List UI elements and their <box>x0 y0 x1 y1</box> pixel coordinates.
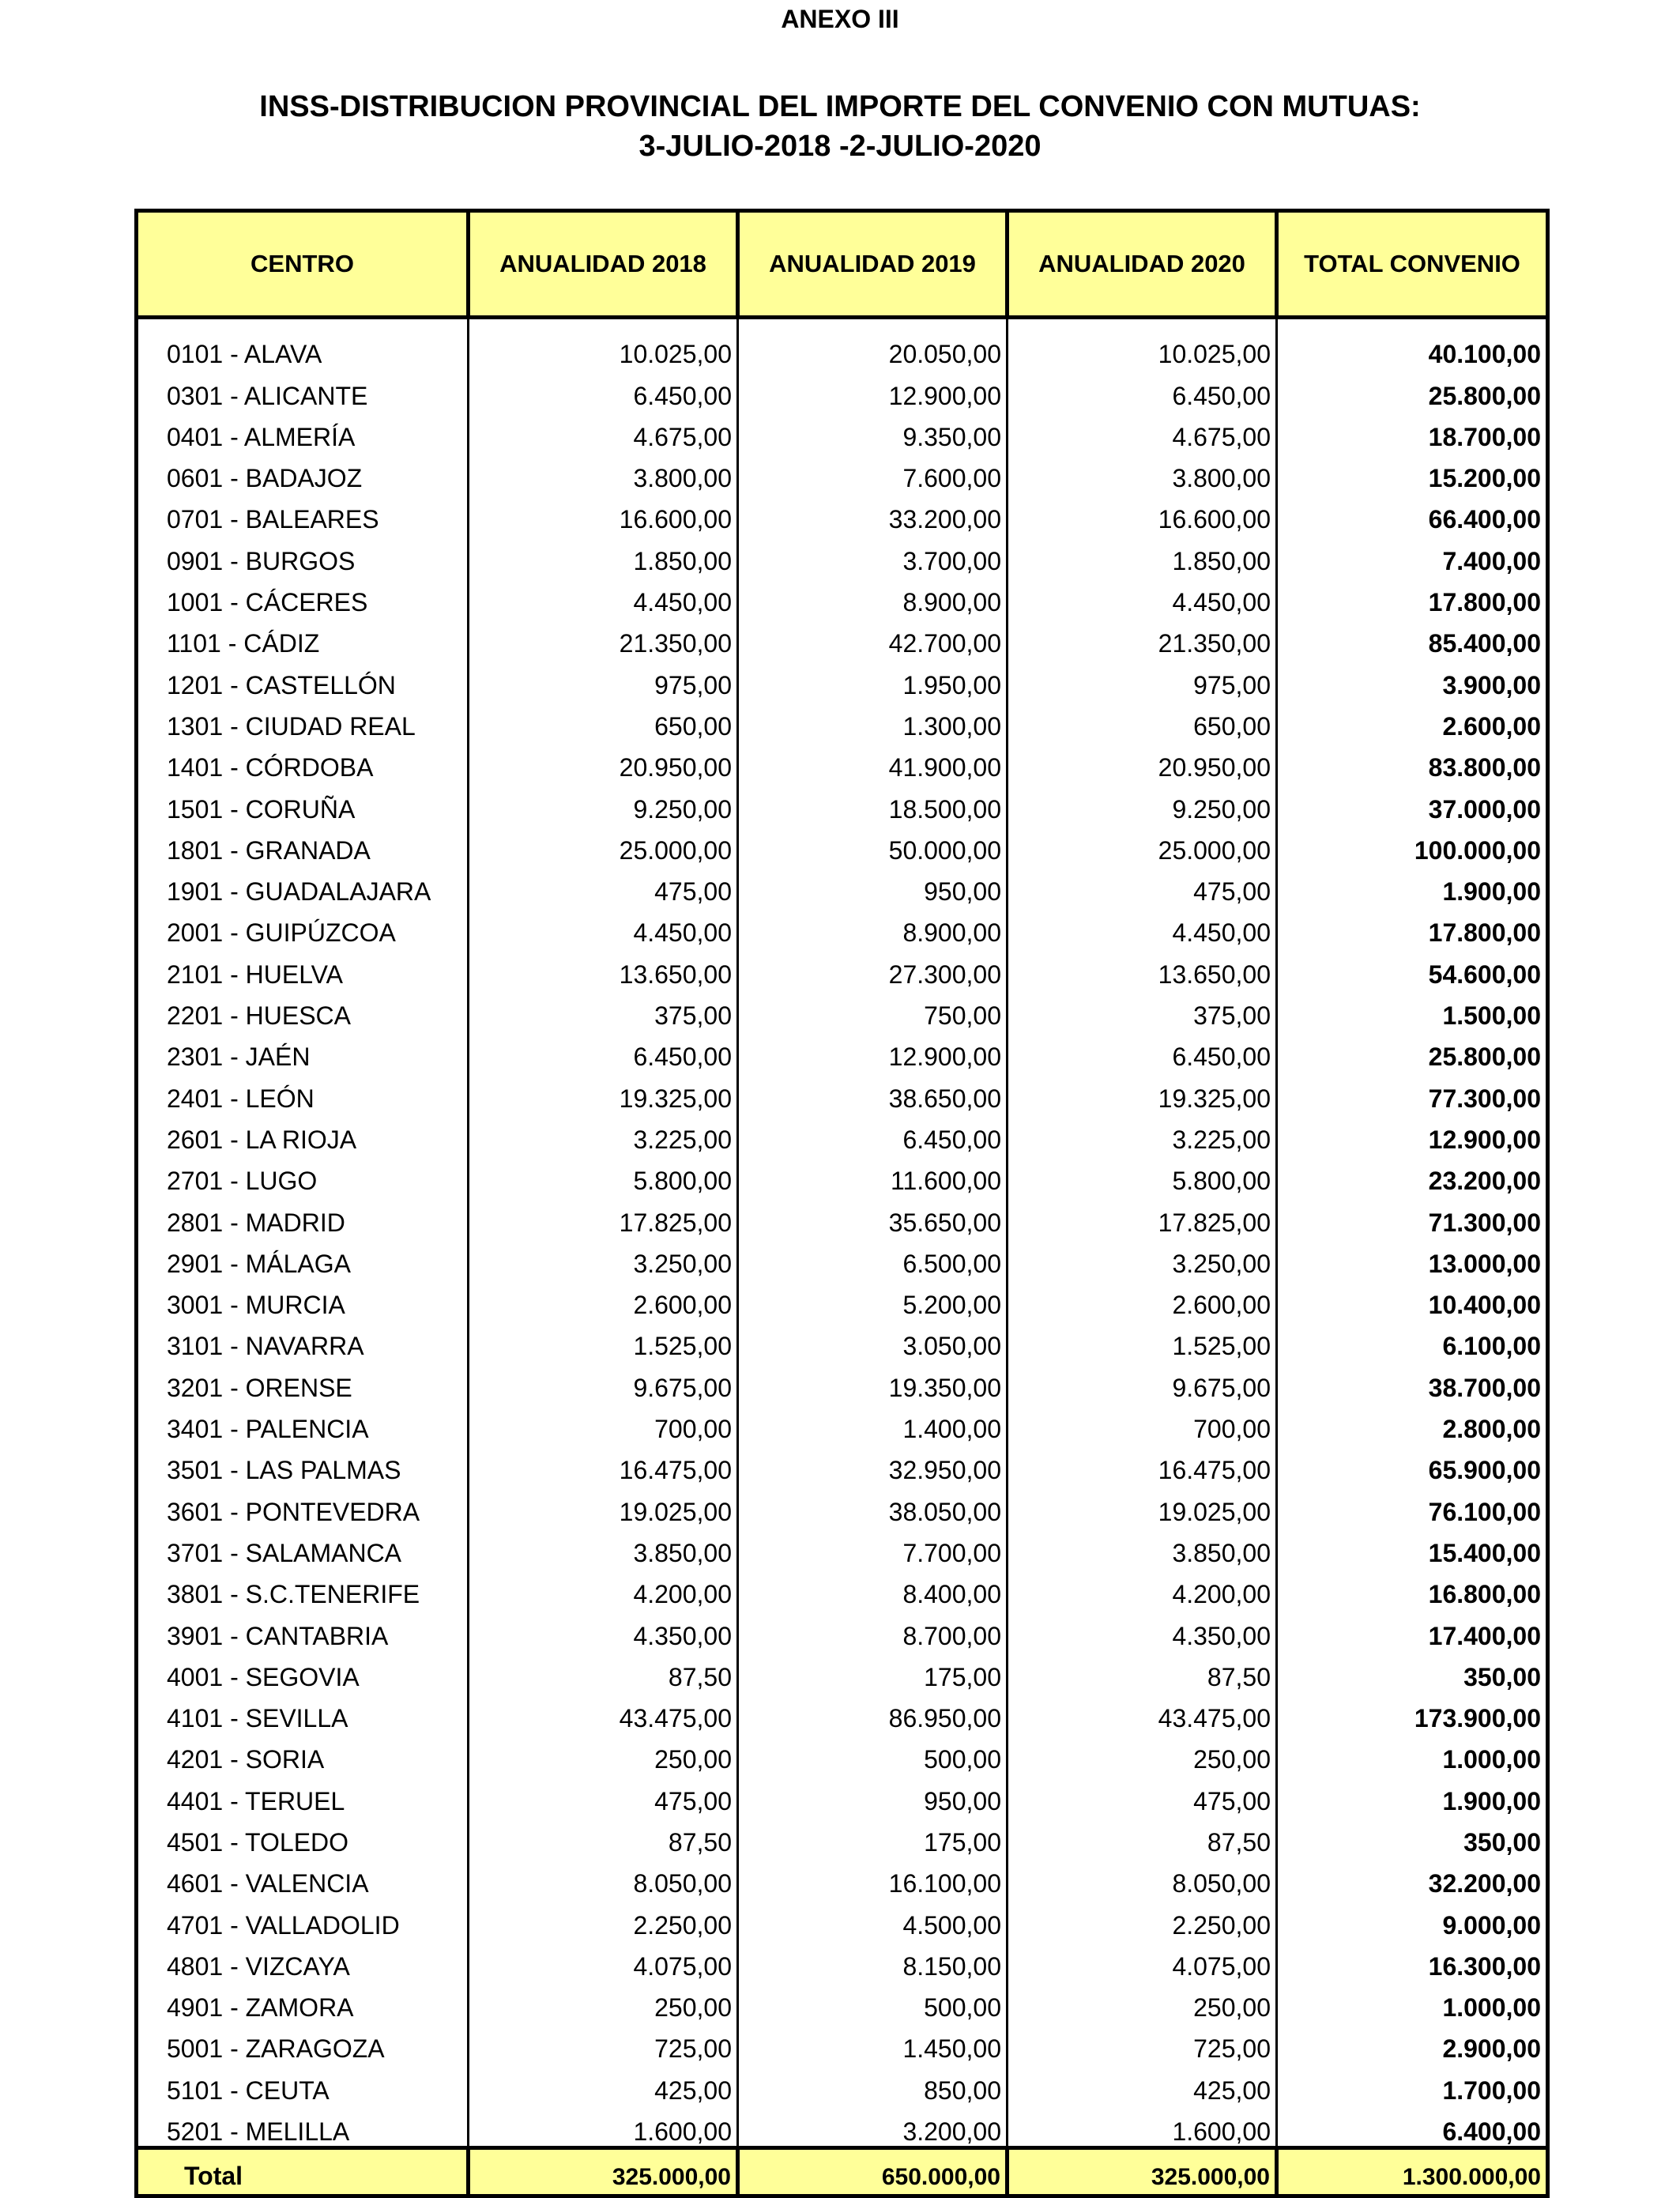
total-label: Total <box>137 2148 469 2196</box>
table-row <box>137 1526 1548 1567</box>
cell-anualidad-2020: 9.250,00 <box>1008 782 1277 823</box>
table-header-row <box>137 211 1548 318</box>
cell-anualidad-2020: 8.050,00 <box>1008 1857 1277 1898</box>
cell-centro: 3701 - SALAMANCA <box>137 1526 469 1567</box>
cell-anualidad-2018: 1.600,00 <box>469 2105 738 2148</box>
cell-anualidad-2018: 4.075,00 <box>469 1940 738 1981</box>
cell-anualidad-2020: 650,00 <box>1008 699 1277 741</box>
cell-centro: 3801 - S.C.TENERIFE <box>137 1567 469 1608</box>
cell-anualidad-2018: 650,00 <box>469 699 738 741</box>
cell-total-convenio: 173.900,00 <box>1277 1691 1548 1732</box>
cell-centro: 1901 - GUADALAJARA <box>137 865 469 906</box>
cell-centro: 0701 - BALEARES <box>137 492 469 533</box>
table-row <box>137 1484 1548 1525</box>
cell-anualidad-2018: 6.450,00 <box>469 1030 738 1071</box>
table-row <box>137 1319 1548 1360</box>
cell-total-convenio: 1.000,00 <box>1277 1732 1548 1774</box>
cell-anualidad-2019: 18.500,00 <box>738 782 1008 823</box>
document-title-line-1: INSS-DISTRIBUCION PROVINCIAL DEL IMPORTE DEL CONVENIO CON MUTUAS: <box>259 90 1421 123</box>
cell-centro: 2201 - HUESCA <box>137 989 469 1030</box>
cell-anualidad-2018: 19.325,00 <box>469 1071 738 1112</box>
table-row <box>137 699 1548 741</box>
cell-anualidad-2018: 475,00 <box>469 1774 738 1815</box>
cell-centro: 3001 - MURCIA <box>137 1278 469 1319</box>
cell-anualidad-2018: 425,00 <box>469 2063 738 2104</box>
table-body <box>137 318 1548 2148</box>
table-row <box>137 1071 1548 1112</box>
cell-total-convenio: 17.400,00 <box>1277 1608 1548 1649</box>
cell-total-convenio: 2.600,00 <box>1277 699 1548 741</box>
cell-anualidad-2018: 87,50 <box>469 1815 738 1857</box>
table-row <box>137 1030 1548 1071</box>
cell-anualidad-2019: 3.200,00 <box>738 2105 1008 2148</box>
cell-anualidad-2020: 3.800,00 <box>1008 451 1277 492</box>
cell-centro: 1301 - CIUDAD REAL <box>137 699 469 741</box>
table-row <box>137 1940 1548 1981</box>
cell-total-convenio: 25.800,00 <box>1277 368 1548 409</box>
cell-anualidad-2020: 10.025,00 <box>1008 318 1277 369</box>
cell-anualidad-2020: 4.200,00 <box>1008 1567 1277 1608</box>
cell-total-convenio: 66.400,00 <box>1277 492 1548 533</box>
annex-label: ANEXO III <box>781 5 899 33</box>
cell-anualidad-2019: 35.650,00 <box>738 1195 1008 1236</box>
cell-total-convenio: 71.300,00 <box>1277 1195 1548 1236</box>
cell-total-convenio: 10.400,00 <box>1277 1278 1548 1319</box>
cell-anualidad-2020: 5.800,00 <box>1008 1154 1277 1195</box>
table-row <box>137 1774 1548 1815</box>
cell-anualidad-2020: 725,00 <box>1008 2022 1277 2063</box>
cell-anualidad-2020: 6.450,00 <box>1008 1030 1277 1071</box>
cell-centro: 0301 - ALICANTE <box>137 368 469 409</box>
table-row <box>137 1402 1548 1443</box>
cell-anualidad-2018: 13.650,00 <box>469 947 738 988</box>
cell-anualidad-2018: 4.450,00 <box>469 906 738 947</box>
cell-centro: 0401 - ALMERÍA <box>137 410 469 451</box>
table-row <box>137 1857 1548 1898</box>
cell-anualidad-2019: 950,00 <box>738 1774 1008 1815</box>
cell-anualidad-2018: 9.675,00 <box>469 1360 738 1401</box>
table-row <box>137 1567 1548 1608</box>
cell-anualidad-2019: 19.350,00 <box>738 1360 1008 1401</box>
cell-centro: 0901 - BURGOS <box>137 533 469 575</box>
cell-anualidad-2020: 475,00 <box>1008 865 1277 906</box>
cell-anualidad-2018: 16.600,00 <box>469 492 738 533</box>
document-title-line-2: 3-JULIO-2018 -2-JULIO-2020 <box>638 130 1042 163</box>
cell-total-convenio: 32.200,00 <box>1277 1857 1548 1898</box>
cell-anualidad-2018: 3.225,00 <box>469 1113 738 1154</box>
table-row <box>137 1237 1548 1278</box>
cell-anualidad-2018: 2.250,00 <box>469 1898 738 1939</box>
cell-centro: 4801 - VIZCAYA <box>137 1940 469 1981</box>
cell-anualidad-2018: 43.475,00 <box>469 1691 738 1732</box>
cell-anualidad-2019: 32.950,00 <box>738 1443 1008 1484</box>
cell-total-convenio: 9.000,00 <box>1277 1898 1548 1939</box>
table-row <box>137 1898 1548 1939</box>
cell-centro: 2701 - LUGO <box>137 1154 469 1195</box>
cell-anualidad-2019: 500,00 <box>738 1981 1008 2022</box>
cell-anualidad-2019: 175,00 <box>738 1815 1008 1857</box>
cell-anualidad-2019: 16.100,00 <box>738 1857 1008 1898</box>
cell-centro: 2001 - GUIPÚZCOA <box>137 906 469 947</box>
cell-anualidad-2019: 8.150,00 <box>738 1940 1008 1981</box>
cell-anualidad-2018: 475,00 <box>469 865 738 906</box>
cell-centro: 4201 - SORIA <box>137 1732 469 1774</box>
cell-anualidad-2019: 6.450,00 <box>738 1113 1008 1154</box>
column-header-anualidad-2020: ANUALIDAD 2020 <box>1008 211 1277 318</box>
cell-total-convenio: 76.100,00 <box>1277 1484 1548 1525</box>
table-row <box>137 1981 1548 2022</box>
cell-anualidad-2020: 250,00 <box>1008 1732 1277 1774</box>
cell-anualidad-2019: 8.900,00 <box>738 906 1008 947</box>
cell-total-convenio: 6.100,00 <box>1277 1319 1548 1360</box>
cell-anualidad-2018: 4.200,00 <box>469 1567 738 1608</box>
table-row <box>137 1732 1548 1774</box>
cell-anualidad-2020: 700,00 <box>1008 1402 1277 1443</box>
cell-anualidad-2018: 9.250,00 <box>469 782 738 823</box>
cell-centro: 5001 - ZARAGOZA <box>137 2022 469 2063</box>
cell-centro: 2401 - LEÓN <box>137 1071 469 1112</box>
cell-anualidad-2018: 25.000,00 <box>469 824 738 865</box>
cell-anualidad-2018: 5.800,00 <box>469 1154 738 1195</box>
cell-total-convenio: 3.900,00 <box>1277 658 1548 699</box>
cell-total-convenio: 100.000,00 <box>1277 824 1548 865</box>
cell-total-convenio: 65.900,00 <box>1277 1443 1548 1484</box>
cell-centro: 0101 - ALAVA <box>137 318 469 369</box>
table-row <box>137 2105 1548 2148</box>
cell-centro: 4401 - TERUEL <box>137 1774 469 1815</box>
cell-total-convenio: 40.100,00 <box>1277 318 1548 369</box>
cell-anualidad-2020: 3.250,00 <box>1008 1237 1277 1278</box>
cell-anualidad-2019: 7.700,00 <box>738 1526 1008 1567</box>
cell-anualidad-2019: 8.900,00 <box>738 575 1008 616</box>
cell-anualidad-2018: 1.525,00 <box>469 1319 738 1360</box>
cell-centro: 1501 - CORUÑA <box>137 782 469 823</box>
cell-anualidad-2019: 6.500,00 <box>738 1237 1008 1278</box>
cell-total-convenio: 18.700,00 <box>1277 410 1548 451</box>
cell-anualidad-2020: 87,50 <box>1008 1815 1277 1857</box>
cell-anualidad-2018: 375,00 <box>469 989 738 1030</box>
cell-anualidad-2019: 5.200,00 <box>738 1278 1008 1319</box>
cell-anualidad-2020: 6.450,00 <box>1008 368 1277 409</box>
cell-centro: 2601 - LA RIOJA <box>137 1113 469 1154</box>
table-row <box>137 616 1548 658</box>
cell-anualidad-2020: 4.450,00 <box>1008 575 1277 616</box>
cell-anualidad-2018: 3.250,00 <box>469 1237 738 1278</box>
cell-centro: 2101 - HUELVA <box>137 947 469 988</box>
cell-anualidad-2018: 725,00 <box>469 2022 738 2063</box>
table-row <box>137 658 1548 699</box>
cell-anualidad-2018: 8.050,00 <box>469 1857 738 1898</box>
cell-total-convenio: 1.900,00 <box>1277 1774 1548 1815</box>
cell-centro: 2901 - MÁLAGA <box>137 1237 469 1278</box>
cell-anualidad-2019: 1.450,00 <box>738 2022 1008 2063</box>
cell-anualidad-2018: 6.450,00 <box>469 368 738 409</box>
cell-centro: 4501 - TOLEDO <box>137 1815 469 1857</box>
cell-centro: 3101 - NAVARRA <box>137 1319 469 1360</box>
cell-anualidad-2018: 3.850,00 <box>469 1526 738 1567</box>
cell-anualidad-2018: 3.800,00 <box>469 451 738 492</box>
table-row <box>137 782 1548 823</box>
cell-anualidad-2020: 4.675,00 <box>1008 410 1277 451</box>
table-row <box>137 1360 1548 1401</box>
cell-centro: 4701 - VALLADOLID <box>137 1898 469 1939</box>
cell-anualidad-2020: 17.825,00 <box>1008 1195 1277 1236</box>
document-title <box>0 87 1680 166</box>
column-header-anualidad-2019: ANUALIDAD 2019 <box>738 211 1008 318</box>
table-row <box>137 989 1548 1030</box>
cell-anualidad-2020: 4.075,00 <box>1008 1940 1277 1981</box>
cell-anualidad-2020: 475,00 <box>1008 1774 1277 1815</box>
cell-anualidad-2019: 38.050,00 <box>738 1484 1008 1525</box>
cell-total-convenio: 13.000,00 <box>1277 1237 1548 1278</box>
cell-anualidad-2018: 700,00 <box>469 1402 738 1443</box>
cell-anualidad-2019: 20.050,00 <box>738 318 1008 369</box>
distribution-table <box>134 209 1550 2198</box>
cell-anualidad-2019: 850,00 <box>738 2063 1008 2104</box>
table-row <box>137 1650 1548 1691</box>
cell-anualidad-2019: 500,00 <box>738 1732 1008 1774</box>
cell-anualidad-2020: 87,50 <box>1008 1650 1277 1691</box>
cell-total-convenio: 1.500,00 <box>1277 989 1548 1030</box>
cell-total-convenio: 85.400,00 <box>1277 616 1548 658</box>
cell-centro: 3201 - ORENSE <box>137 1360 469 1401</box>
cell-centro: 4601 - VALENCIA <box>137 1857 469 1898</box>
cell-anualidad-2018: 4.675,00 <box>469 410 738 451</box>
table-row <box>137 2063 1548 2104</box>
cell-anualidad-2018: 250,00 <box>469 1981 738 2022</box>
cell-anualidad-2018: 4.350,00 <box>469 1608 738 1649</box>
cell-anualidad-2019: 750,00 <box>738 989 1008 1030</box>
cell-total-convenio: 1.000,00 <box>1277 1981 1548 2022</box>
cell-total-convenio: 350,00 <box>1277 1815 1548 1857</box>
cell-anualidad-2020: 3.850,00 <box>1008 1526 1277 1567</box>
cell-total-convenio: 7.400,00 <box>1277 533 1548 575</box>
total-anualidad-2020: 325.000,00 <box>1008 2148 1277 2196</box>
table-row <box>137 2022 1548 2063</box>
cell-centro: 1401 - CÓRDOBA <box>137 741 469 782</box>
cell-anualidad-2019: 1.950,00 <box>738 658 1008 699</box>
cell-anualidad-2019: 42.700,00 <box>738 616 1008 658</box>
table-row <box>137 741 1548 782</box>
cell-total-convenio: 2.800,00 <box>1277 1402 1548 1443</box>
column-header-anualidad-2018: ANUALIDAD 2018 <box>469 211 738 318</box>
cell-anualidad-2019: 12.900,00 <box>738 368 1008 409</box>
cell-anualidad-2020: 2.600,00 <box>1008 1278 1277 1319</box>
cell-centro: 4101 - SEVILLA <box>137 1691 469 1732</box>
cell-anualidad-2020: 25.000,00 <box>1008 824 1277 865</box>
cell-anualidad-2019: 33.200,00 <box>738 492 1008 533</box>
cell-total-convenio: 38.700,00 <box>1277 1360 1548 1401</box>
cell-centro: 2301 - JAÉN <box>137 1030 469 1071</box>
cell-anualidad-2020: 4.450,00 <box>1008 906 1277 947</box>
column-header-centro: CENTRO <box>137 211 469 318</box>
cell-total-convenio: 6.400,00 <box>1277 2105 1548 2148</box>
cell-centro: 1001 - CÁCERES <box>137 575 469 616</box>
cell-total-convenio: 1.900,00 <box>1277 865 1548 906</box>
cell-anualidad-2020: 975,00 <box>1008 658 1277 699</box>
cell-total-convenio: 2.900,00 <box>1277 2022 1548 2063</box>
total-anualidad-2019: 650.000,00 <box>738 2148 1008 2196</box>
cell-centro: 1101 - CÁDIZ <box>137 616 469 658</box>
cell-total-convenio: 1.700,00 <box>1277 2063 1548 2104</box>
cell-centro: 3901 - CANTABRIA <box>137 1608 469 1649</box>
cell-centro: 1801 - GRANADA <box>137 824 469 865</box>
cell-anualidad-2020: 3.225,00 <box>1008 1113 1277 1154</box>
cell-anualidad-2018: 1.850,00 <box>469 533 738 575</box>
table-row <box>137 865 1548 906</box>
cell-centro: 3401 - PALENCIA <box>137 1402 469 1443</box>
table-row <box>137 1691 1548 1732</box>
cell-anualidad-2019: 27.300,00 <box>738 947 1008 988</box>
table-row <box>137 1154 1548 1195</box>
cell-anualidad-2020: 250,00 <box>1008 1981 1277 2022</box>
cell-centro: 0601 - BADAJOZ <box>137 451 469 492</box>
cell-anualidad-2018: 87,50 <box>469 1650 738 1691</box>
cell-centro: 3601 - PONTEVEDRA <box>137 1484 469 1525</box>
cell-anualidad-2020: 16.600,00 <box>1008 492 1277 533</box>
cell-anualidad-2019: 38.650,00 <box>738 1071 1008 1112</box>
cell-anualidad-2018: 19.025,00 <box>469 1484 738 1525</box>
cell-anualidad-2020: 4.350,00 <box>1008 1608 1277 1649</box>
cell-anualidad-2020: 425,00 <box>1008 2063 1277 2104</box>
table-row <box>137 410 1548 451</box>
cell-total-convenio: 37.000,00 <box>1277 782 1548 823</box>
table-row <box>137 533 1548 575</box>
cell-centro: 4001 - SEGOVIA <box>137 1650 469 1691</box>
cell-anualidad-2018: 10.025,00 <box>469 318 738 369</box>
cell-anualidad-2019: 7.600,00 <box>738 451 1008 492</box>
cell-anualidad-2019: 4.500,00 <box>738 1898 1008 1939</box>
cell-centro: 2801 - MADRID <box>137 1195 469 1236</box>
cell-anualidad-2019: 11.600,00 <box>738 1154 1008 1195</box>
cell-total-convenio: 15.400,00 <box>1277 1526 1548 1567</box>
cell-anualidad-2019: 9.350,00 <box>738 410 1008 451</box>
cell-anualidad-2020: 375,00 <box>1008 989 1277 1030</box>
table-row <box>137 575 1548 616</box>
cell-centro: 4901 - ZAMORA <box>137 1981 469 2022</box>
cell-anualidad-2019: 3.050,00 <box>738 1319 1008 1360</box>
cell-anualidad-2019: 12.900,00 <box>738 1030 1008 1071</box>
cell-centro: 3501 - LAS PALMAS <box>137 1443 469 1484</box>
cell-anualidad-2019: 3.700,00 <box>738 533 1008 575</box>
cell-anualidad-2019: 175,00 <box>738 1650 1008 1691</box>
table-row <box>137 824 1548 865</box>
cell-centro: 5201 - MELILLA <box>137 2105 469 2148</box>
table-row <box>137 1278 1548 1319</box>
cell-total-convenio: 15.200,00 <box>1277 451 1548 492</box>
column-header-total-convenio: TOTAL CONVENIO <box>1277 211 1548 318</box>
cell-anualidad-2018: 250,00 <box>469 1732 738 1774</box>
table-row <box>137 1443 1548 1484</box>
table-row <box>137 947 1548 988</box>
cell-anualidad-2019: 8.700,00 <box>738 1608 1008 1649</box>
cell-anualidad-2018: 21.350,00 <box>469 616 738 658</box>
cell-anualidad-2019: 8.400,00 <box>738 1567 1008 1608</box>
cell-centro: 1201 - CASTELLÓN <box>137 658 469 699</box>
cell-anualidad-2019: 86.950,00 <box>738 1691 1008 1732</box>
cell-total-convenio: 17.800,00 <box>1277 906 1548 947</box>
cell-total-convenio: 350,00 <box>1277 1650 1548 1691</box>
total-anualidad-2018: 325.000,00 <box>469 2148 738 2196</box>
total-convenio: 1.300.000,00 <box>1277 2148 1548 2196</box>
cell-total-convenio: 54.600,00 <box>1277 947 1548 988</box>
total-row <box>137 2148 1548 2196</box>
table-row <box>137 492 1548 533</box>
cell-anualidad-2020: 2.250,00 <box>1008 1898 1277 1939</box>
table-row <box>137 1113 1548 1154</box>
cell-anualidad-2018: 16.475,00 <box>469 1443 738 1484</box>
cell-anualidad-2020: 20.950,00 <box>1008 741 1277 782</box>
cell-total-convenio: 23.200,00 <box>1277 1154 1548 1195</box>
cell-anualidad-2020: 43.475,00 <box>1008 1691 1277 1732</box>
cell-total-convenio: 16.800,00 <box>1277 1567 1548 1608</box>
cell-anualidad-2020: 13.650,00 <box>1008 947 1277 988</box>
cell-anualidad-2020: 1.525,00 <box>1008 1319 1277 1360</box>
cell-anualidad-2020: 19.325,00 <box>1008 1071 1277 1112</box>
cell-total-convenio: 16.300,00 <box>1277 1940 1548 1981</box>
cell-anualidad-2019: 1.300,00 <box>738 699 1008 741</box>
cell-anualidad-2018: 975,00 <box>469 658 738 699</box>
cell-total-convenio: 83.800,00 <box>1277 741 1548 782</box>
cell-anualidad-2018: 17.825,00 <box>469 1195 738 1236</box>
cell-anualidad-2020: 9.675,00 <box>1008 1360 1277 1401</box>
cell-total-convenio: 12.900,00 <box>1277 1113 1548 1154</box>
table-row <box>137 451 1548 492</box>
table-row <box>137 368 1548 409</box>
cell-anualidad-2020: 1.850,00 <box>1008 533 1277 575</box>
cell-anualidad-2020: 21.350,00 <box>1008 616 1277 658</box>
cell-anualidad-2020: 19.025,00 <box>1008 1484 1277 1525</box>
cell-total-convenio: 25.800,00 <box>1277 1030 1548 1071</box>
table-row <box>137 1608 1548 1649</box>
table-row <box>137 318 1548 369</box>
cell-anualidad-2018: 4.450,00 <box>469 575 738 616</box>
cell-anualidad-2020: 1.600,00 <box>1008 2105 1277 2148</box>
cell-anualidad-2018: 2.600,00 <box>469 1278 738 1319</box>
cell-anualidad-2020: 16.475,00 <box>1008 1443 1277 1484</box>
cell-total-convenio: 17.800,00 <box>1277 575 1548 616</box>
cell-anualidad-2018: 20.950,00 <box>469 741 738 782</box>
table-row <box>137 1815 1548 1857</box>
table-row <box>137 1195 1548 1236</box>
cell-centro: 5101 - CEUTA <box>137 2063 469 2104</box>
cell-anualidad-2019: 41.900,00 <box>738 741 1008 782</box>
cell-total-convenio: 77.300,00 <box>1277 1071 1548 1112</box>
cell-anualidad-2019: 1.400,00 <box>738 1402 1008 1443</box>
cell-anualidad-2019: 50.000,00 <box>738 824 1008 865</box>
cell-anualidad-2019: 950,00 <box>738 865 1008 906</box>
table-row <box>137 906 1548 947</box>
